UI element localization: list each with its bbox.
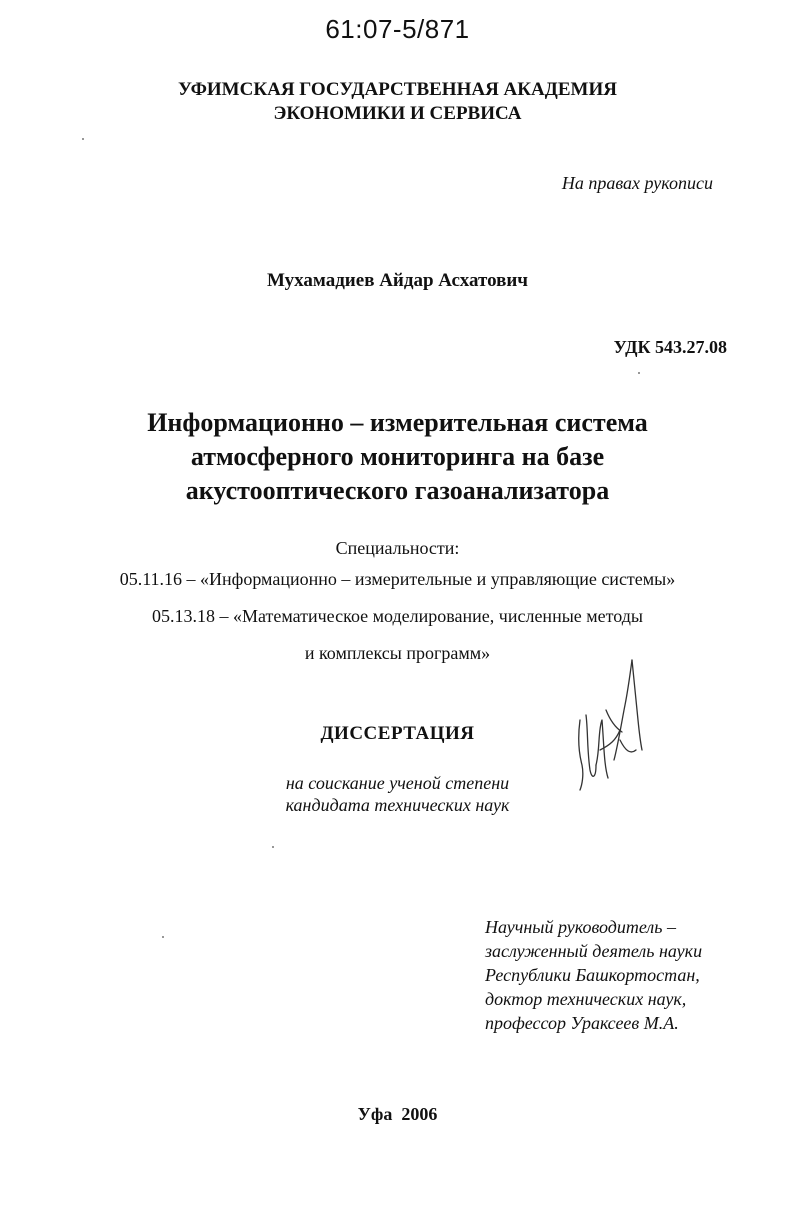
title-line-3: акустооптического газоанализатора <box>185 476 610 505</box>
title-line-2: атмосферного мониторинга на базе <box>190 442 605 471</box>
scan-speck <box>162 936 164 938</box>
degree-line-2: кандидата технических наук <box>285 795 510 815</box>
document-type: ДИССЕРТАЦИЯ <box>320 723 475 744</box>
author-name: Мухамадиев Айдар Асхатович <box>266 270 529 291</box>
scan-speck <box>638 372 640 374</box>
advisor-line: Республики Башкортостан, <box>485 965 700 985</box>
city-and-year: Уфа 2006 <box>357 1104 438 1124</box>
scientific-advisor <box>485 915 702 1035</box>
archive-code: 61:07-5/871 <box>325 14 470 44</box>
institution-line-1: УФИМСКАЯ ГОСУДАРСТВЕННАЯ АКАДЕМИЯ <box>178 79 617 100</box>
rights-note: На правах рукописи <box>561 173 713 193</box>
advisor-line: Научный руководитель – <box>485 917 676 937</box>
degree-line-1: на соискание ученой степени <box>285 773 510 793</box>
specialty-item: 05.11.16 – «Информационно – измерительные и управляющие системы» <box>119 569 676 589</box>
specialty-item: 05.13.18 – «Математическое моделирование, численные методы <box>151 606 644 626</box>
degree-sought <box>0 772 795 816</box>
scan-speck <box>82 138 84 140</box>
scan-speck <box>272 846 274 848</box>
handwritten-signature <box>570 650 650 800</box>
title-line-1: Информационно – измерительная система <box>147 408 648 437</box>
advisor-line: заслуженный деятель науки <box>485 941 703 961</box>
specialty-item-continuation: и комплексы программ» <box>304 643 491 663</box>
institution-line-2: ЭКОНОМИКИ И СЕРВИСА <box>273 103 522 124</box>
advisor-line: профессор Ураксеев М.А. <box>485 1013 679 1033</box>
advisor-line: доктор технических наук, <box>485 989 687 1009</box>
dissertation-title <box>0 406 795 508</box>
specialties-heading: Специальности: <box>335 538 460 558</box>
institution-name <box>0 78 795 126</box>
udc-code: УДК 543.27.08 <box>613 337 727 357</box>
